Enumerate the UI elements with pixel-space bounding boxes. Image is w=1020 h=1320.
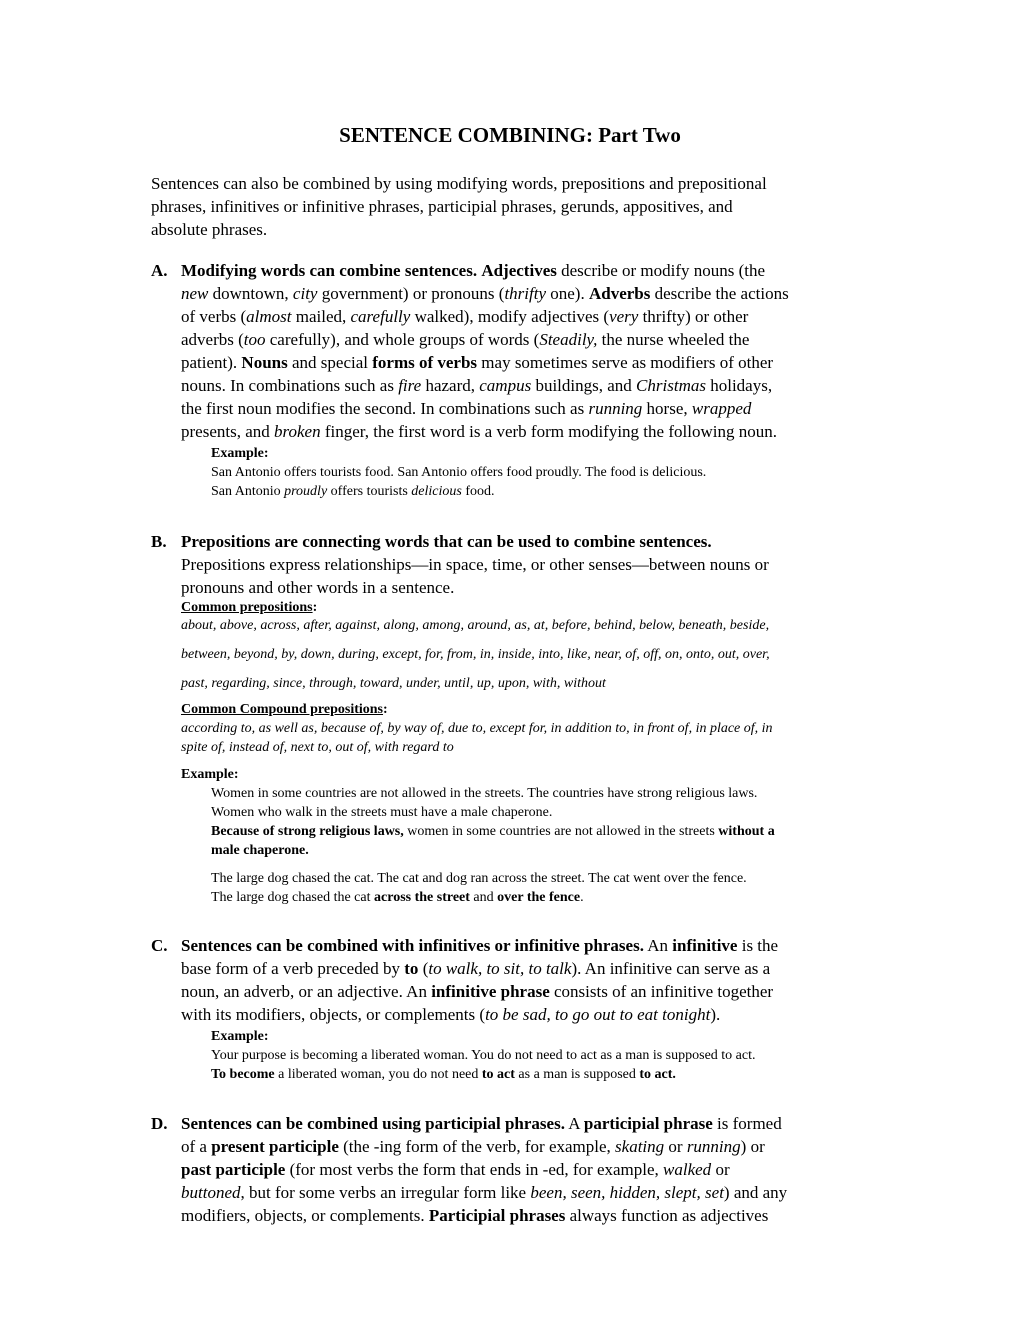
section-b-example: Example: Women in some countries are not allowed in the streets. The countries have strong religious laws. Women who walk in the streets must have a male chaperone. Because of strong religious laws, women in some countries are not allowed in the streets without a male chaperone. The large dog chased the cat. The cat and dog ran across the street. The cat went over the fence. The large dog chased the cat across the street and over the fence.	[181, 765, 911, 907]
example-label: Example:	[211, 446, 269, 461]
section-d-label: D.	[151, 1114, 168, 1133]
section-c	[151, 934, 911, 1084]
section-c-body: Sentences can be combined with infinitives or infinitive phrases. An infinitive is the base form of a verb preceded by to (to walk, to sit, to talk). An infinitive can serve as a noun, an adverb, or an adjective. An infinitive phrase consists of an infinitive together with its modifiers, objects, or complements (to be sad, to go out to eat tonight). Example: Your purpose is becoming a liberated woman. You do not need to act as a man is supposed to act. To become a liberated woman, you do not need to act as a man is supposed to act.	[181, 934, 911, 1084]
term-forms-of-verbs: forms of verbs	[372, 353, 478, 372]
term-adverbs: Adverbs	[588, 284, 651, 303]
section-d	[151, 1112, 911, 1227]
term-adjectives: Adjectives	[481, 261, 557, 280]
example-label: Example:	[181, 767, 239, 782]
compound-prepositions-heading: Common Compound prepositions	[181, 702, 384, 717]
compound-prepositions-list: according to, as well as, because of, by way of, due to, except for, in addition to, in front of, in place of, in spite of, instead of, next to, out of, with regard to	[181, 721, 773, 755]
page-title: SENTENCE COMBINING: Part Two	[339, 123, 681, 147]
intro-line: phrases, infinitives or infinitive phrases, participial phrases, gerunds, appositives, and	[151, 197, 733, 216]
common-prepositions-heading: Common prepositions	[181, 600, 313, 615]
section-d-body: Sentences can be combined using participial phrases. A participial phrase is formed of a present participle (the -ing form of the verb, for example, skating or running) or past participle (for most verbs the form that ends in -ed, for example, walked or buttoned, but for some verbs an irregular form like been, seen, hidden, slept, set) and any modifiers, objects, or complements. Participial phrases always function as adjectives	[181, 1114, 788, 1225]
section-a-lead: Modifying words can combine sentences.	[181, 261, 478, 280]
section-d-lead: Sentences can be combined using participial phrases.	[181, 1114, 565, 1133]
section-a-label: A.	[151, 261, 168, 280]
section-a-body: Modifying words can combine sentences. Adjectives describe or modify nouns (the new downtown, city government) or pronouns (thrifty one). Adverbs describe the actions of verbs (almost mailed, carefully walked), modify adjectives (very thrifty) or other adverbs (too carefully), and whole groups of words (Steadily, the nurse wheeled the patient). Nouns and special forms of verbs may sometimes serve as modifiers of other nouns. In combinations such as fire hazard, campus buildings, and Christmas holidays, the first noun modifies the second. In combinations such as running horse, wrapped presents, and broken finger, the first word is a verb form modifying the following noun. Example: San Antonio offers tourists food. San Antonio offers food proudly. The food is delicious. San Antonio proudly offers tourists delicious food.	[181, 259, 911, 501]
section-b-lead: Prepositions are connecting words that can be used to combine sentences.	[181, 532, 712, 551]
intro-line: Sentences can also be combined by using modifying words, prepositions and prepositional	[151, 174, 767, 193]
section-c-example: Example: Your purpose is becoming a liberated woman. You do not need to act as a man is supposed to act. To become a liberated woman, you do not need to act as a man is supposed to act.	[211, 1027, 911, 1084]
section-a	[151, 259, 911, 501]
section-c-lead: Sentences can be combined with infinitives or infinitive phrases.	[181, 936, 644, 955]
section-b	[151, 530, 911, 907]
example-label: Example:	[211, 1029, 269, 1044]
section-c-label: C.	[151, 936, 168, 955]
section-a-example: Example: San Antonio offers tourists food. San Antonio offers food proudly. The food is delicious. San Antonio proudly offers tourists delicious food.	[211, 444, 911, 501]
term-nouns: Nouns	[241, 353, 288, 372]
intro-line: absolute phrases.	[151, 220, 268, 239]
section-b-body: Prepositions are connecting words that can be used to combine sentences. Prepositions express relationships—in space, time, or other senses—between nouns or pronouns and other words in a sentence. Common prepositions: about, above, across, after, against, along, among, around, as, at, before, behind, below, beneath, beside, between, beyond, by, down, during, except, for, from, in, inside, into, like, near, of, off, on, onto, out, over, past, regarding, since, through, toward, under, until, up, upon, with, without Common Compound prepositions: according to, as well as, because of, by way of, due to, except for, in addition to, in front of, in place of, in spite of, instead of, next to, out of, with regard to Example: Women in some countries are not allowed in the streets. The countries have strong religious laws. Women who walk in the streets must have a male chaperone. Because of strong religious laws, women in some countries are not allowed in the streets without a male chaperone. The large dog chased the cat. The cat and dog ran across the street. The cat went over the fence. The large dog chased the cat across the street and over the fence.	[181, 530, 911, 907]
section-b-label: B.	[151, 532, 167, 551]
prepositions-list: about, above, across, after, against, along, among, around, as, at, before, behind, below, beneath, beside, between, beyond, by, down, during, except, for, from, in, inside, into, like, near, of, off, on, onto, out, over, past, regarding, since, through, toward, under, until, up, upon, with, without	[181, 618, 770, 691]
intro-paragraph	[151, 172, 891, 241]
